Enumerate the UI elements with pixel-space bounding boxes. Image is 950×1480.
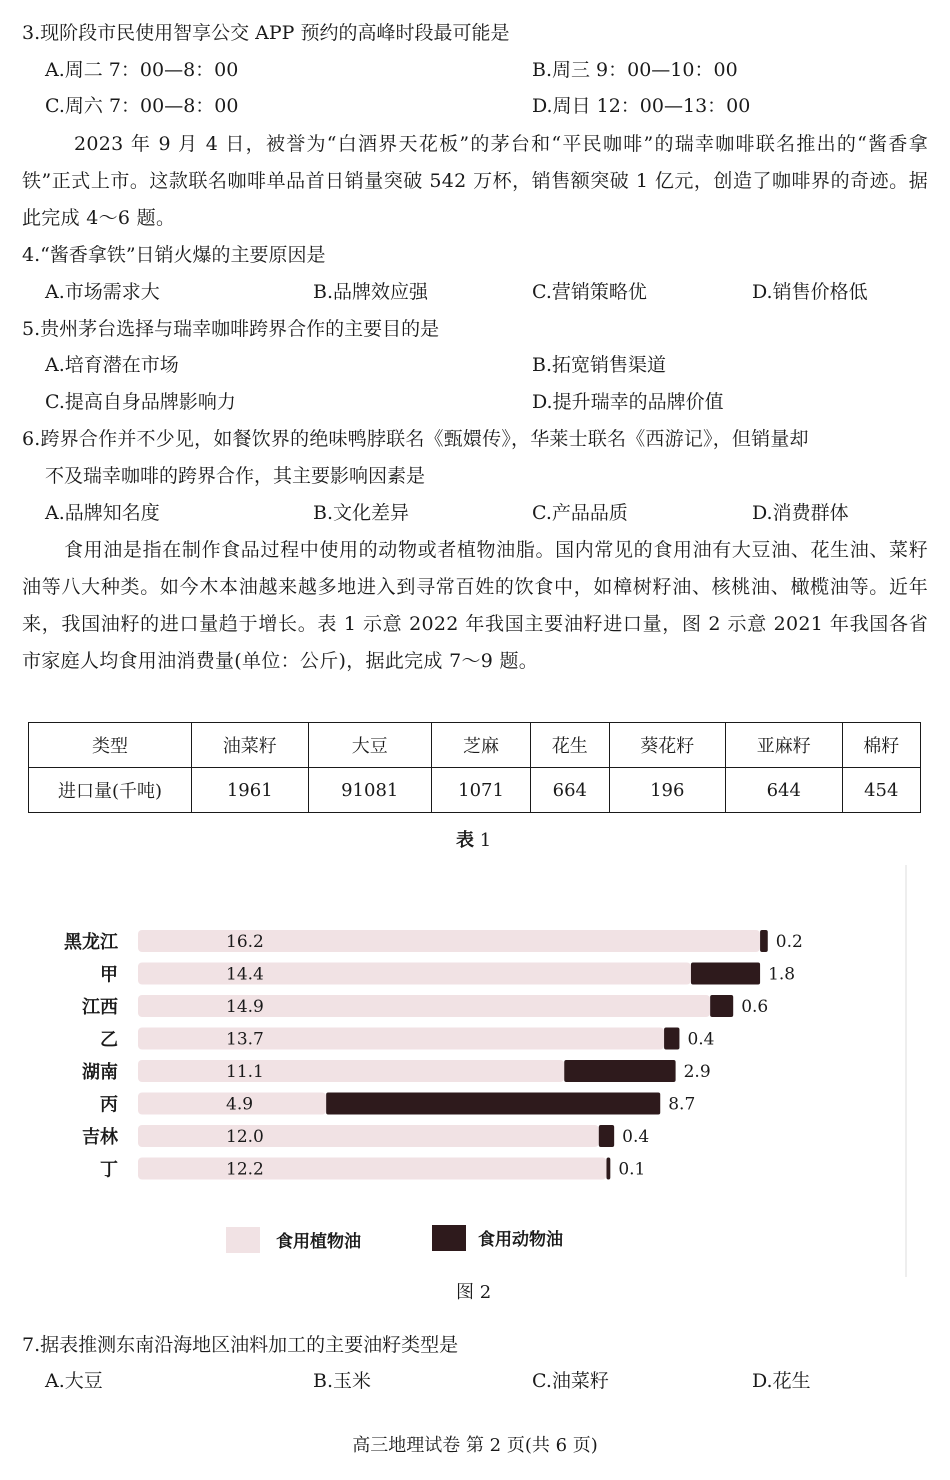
plant-oil-bar	[138, 1028, 664, 1050]
chart-legend	[226, 1225, 563, 1253]
table-row-label: 进口量(千吨)	[29, 768, 192, 813]
table-cell: 644	[726, 768, 843, 813]
animal-oil-value-label: 8.7	[668, 1094, 696, 1115]
question-6-stem-line2: 不及瑞幸咖啡的跨界合作，其主要影响因素是	[45, 465, 426, 487]
table-header-cell: 葵花籽	[609, 723, 726, 768]
chart-category-label: 甲	[100, 964, 118, 986]
animal-oil-value-label: 0.6	[741, 997, 769, 1017]
question-3-option-d: D.周日 12：00—13：00	[532, 95, 751, 117]
plant-oil-bar	[138, 1125, 599, 1147]
question-5-option-a: A.培育潜在市场	[45, 354, 179, 376]
question-4-stem: 4.“酱香拿铁”日销火爆的主要原因是	[22, 244, 326, 266]
oil-consumption-chart	[40, 865, 910, 1285]
animal-oil-bar	[606, 1158, 610, 1180]
animal-oil-bar	[710, 995, 733, 1017]
question-6-option-b: B.文化差异	[313, 502, 410, 524]
legend-animal-oil-swatch	[432, 1225, 466, 1251]
figure-caption: 图 2	[456, 1282, 492, 1303]
question-5-option-c: C.提高自身品牌影响力	[45, 391, 236, 413]
passage-coffee: 2023 年 9 月 4 日，被誉为“白酒界天花板”的茅台和“平民咖啡”的瑞幸咖啡联名推出的“酱香拿铁”正式上市。这款联名咖啡单品首日销量突破 542 万杯，销售额突破 1 亿元，创造了咖啡界的奇迹。据此完成 4～6 题。	[22, 133, 928, 229]
page-footer: 高三地理试卷 第 2 页(共 6 页)	[352, 1435, 598, 1456]
chart-category-label: 吉林	[82, 1127, 118, 1148]
legend-plant-oil-label: 食用植物油	[276, 1232, 361, 1252]
animal-oil-value-label: 0.4	[687, 1029, 715, 1050]
question-3-option-a: A.周二 7：00—8：00	[45, 59, 239, 81]
chart-bars	[64, 930, 803, 1181]
table-header-cell: 花生	[531, 723, 609, 768]
animal-oil-bar	[664, 1028, 679, 1050]
table-header-cell: 亚麻籽	[726, 723, 843, 768]
question-6-stem-line1: 6.跨界合作并不少见，如餐饮界的绝味鸭脖联名《甄嬛传》，华莱士联名《西游记》，但销量却	[22, 428, 809, 450]
plant-oil-value-label: 14.9	[226, 997, 264, 1017]
question-6-option-c: C.产品品质	[532, 502, 628, 524]
plant-oil-value-label: 14.4	[226, 964, 264, 985]
animal-oil-bar	[599, 1125, 614, 1147]
plant-oil-bar	[138, 1060, 564, 1082]
animal-oil-bar	[691, 963, 760, 985]
table-row	[29, 768, 921, 813]
animal-oil-bar	[760, 930, 768, 952]
plant-oil-bar	[138, 963, 691, 985]
animal-oil-bar	[326, 1093, 660, 1115]
animal-oil-value-label: 0.1	[618, 1159, 646, 1180]
chart-category-label: 湖南	[82, 1062, 118, 1083]
table-header-cell: 芝麻	[431, 723, 530, 768]
chart-category-label: 黑龙江	[64, 932, 118, 953]
question-3-option-b: B.周三 9：00—10：00	[532, 59, 738, 81]
table-cell: 664	[531, 768, 609, 813]
plant-oil-value-label: 12.2	[226, 1159, 264, 1180]
oilseed-import-table	[28, 722, 921, 813]
table-header-cell: 类型	[29, 723, 192, 768]
animal-oil-bar	[564, 1060, 675, 1082]
plant-oil-value-label: 16.2	[226, 932, 264, 952]
plant-oil-value-label: 11.1	[226, 1062, 264, 1082]
table-header-row	[29, 723, 921, 768]
animal-oil-value-label: 0.2	[775, 932, 803, 952]
chart-category-label: 乙	[100, 1029, 118, 1051]
table-cell: 91081	[308, 768, 431, 813]
plant-oil-bar	[138, 1158, 606, 1180]
question-7-stem: 7.据表推测东南沿海地区油料加工的主要油籽类型是	[22, 1334, 459, 1356]
table-header-cell: 大豆	[308, 723, 431, 768]
question-7-option-d: D.花生	[752, 1370, 811, 1392]
plant-oil-value-label: 13.7	[226, 1029, 264, 1050]
table-cell: 1961	[192, 768, 309, 813]
table-caption	[456, 829, 491, 853]
plant-oil-bar	[138, 995, 710, 1017]
chart-category-label: 丁	[100, 1159, 118, 1181]
chart-category-label: 江西	[82, 997, 118, 1018]
animal-oil-value-label: 2.9	[683, 1062, 711, 1082]
question-7-option-b: B.玉米	[313, 1370, 372, 1392]
question-7-option-c: C.油菜籽	[532, 1370, 609, 1392]
legend-animal-oil-label: 食用动物油	[478, 1230, 563, 1250]
question-3-stem: 3.现阶段市民使用智享公交 APP 预约的高峰时段最可能是	[22, 22, 510, 44]
legend-plant-oil-swatch	[226, 1227, 260, 1253]
animal-oil-value-label: 1.8	[768, 964, 796, 985]
chart-category-label: 丙	[100, 1094, 118, 1116]
question-7-option-a: A.大豆	[45, 1370, 103, 1392]
table-caption-number: 1	[479, 830, 492, 851]
question-4-option-d: D.销售价格低	[752, 281, 868, 303]
table-cell: 1071	[431, 768, 530, 813]
question-6-option-a: A.品牌知名度	[45, 502, 160, 524]
table-header-cell: 棉籽	[842, 723, 920, 768]
question-5-option-b: B.拓宽销售渠道	[532, 354, 667, 376]
passage-edible-oil: 食用油是指在制作食品过程中使用的动物或者植物油脂。国内常见的食用油有大豆油、花生油、菜籽油等八大种类。如今木本油越来越多地进入到寻常百姓的饮食中，如樟树籽油、核桃油、橄榄油等。近年来，我国油籽的进口量趋于增长。表 1 示意 2022 年我国主要油籽进口量，图 2 示意 2021 年我国各省市家庭人均食用油消费量(单位：公斤)，据此完成 7～9 题。	[22, 539, 928, 672]
table-caption-label: 表	[456, 830, 474, 851]
table-header-cell: 油菜籽	[192, 723, 309, 768]
table-cell: 196	[609, 768, 726, 813]
plant-oil-value-label: 12.0	[226, 1127, 264, 1147]
question-5-stem: 5.贵州茅台选择与瑞幸咖啡跨界合作的主要目的是	[22, 318, 440, 340]
plant-oil-value-label: 4.9	[226, 1094, 254, 1115]
table-cell: 454	[842, 768, 920, 813]
question-5-option-d: D.提升瑞幸的品牌价值	[532, 391, 724, 413]
question-4-option-a: A.市场需求大	[45, 281, 160, 303]
question-6-option-d: D.消费群体	[752, 502, 849, 524]
question-3-option-c: C.周六 7：00—8：00	[45, 95, 239, 117]
question-4-option-c: C.营销策略优	[532, 281, 647, 303]
question-4-option-b: B.品牌效应强	[313, 281, 429, 303]
animal-oil-value-label: 0.4	[622, 1127, 650, 1147]
